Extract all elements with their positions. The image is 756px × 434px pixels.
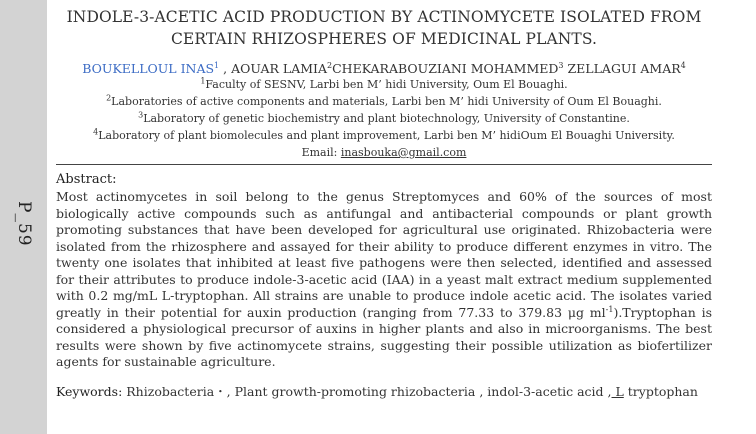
affiliation-1-mark: 1 (200, 76, 206, 86)
affiliation-1-text: Faculty of SESNV, Larbi ben M’ hidi University, Oum El Bouaghi. (205, 78, 568, 91)
abstract-text-part-2: ).Tryptophan is considered a physiological precursor of auxins in higher plants and also in microorganisms. The best results were shown by five actinomycete strains, suggesting their possible utilization as biofertilizer agents for sustainable agriculture. (56, 304, 713, 369)
abstract-text-part-1: Most actinomycetes in soil belong to the genus Streptomyces and 60% of the sources of most biologically active compounds such as antifungal and antibacterial compounds or plant growth promoting substances that have been developed for agricultural use originated. Rhizobacteria were isolated from the rhizosphere and assayed for their ability to produce different enzymes in vitro. The twenty one isolates that inhibited at least five pathogens were then selected, identified and assessed for their attributes to produce indole-3-acetic acid (IAA) in a yeast malt extract medium supplemented with 0.2 mg/mL L-tryptophan. All strains are unable to produce indole acetic acid. The isolates varied greatly in their potential for auxin production (ranging from 77.33 to 379.83 μg ml (56, 189, 712, 320)
keywords-line (56, 384, 716, 400)
affiliation-2 (56, 95, 712, 109)
keywords-label: Keywords: (56, 384, 123, 399)
email-line (56, 146, 712, 160)
paper-title: INDOLE-3-ACETIC ACID PRODUCTION BY ACTINOMYCETE ISOLATED FROM CERTAIN RHIZOSPHERES OF MEDICINAL PLANTS. (66, 8, 702, 48)
author-3-name: CHEKARABOUZIANI MOHAMMED (332, 61, 559, 76)
affiliation-4-mark: 4 (93, 127, 99, 137)
abstract-heading: Abstract: (56, 172, 117, 187)
poster-code-label: P_59 (14, 201, 34, 247)
affiliation-4-text: Laboratory of plant biomolecules and plant improvement, Larbi ben M’ hidiOum El Bouaghi University. (98, 129, 675, 142)
email-link[interactable]: inasbouka@gmail.com (340, 146, 467, 159)
affiliation-1 (56, 78, 712, 92)
affiliation-2-text: Laboratories of active components and materials, Larbi ben M’ hidi University of Oum El Bouaghi. (111, 95, 662, 108)
author-2-affil-mark: 2 (327, 60, 333, 70)
affiliation-3-mark: 3 (138, 110, 144, 120)
abstract-superscript: -1 (605, 304, 614, 314)
keywords-text-underlined: L (611, 384, 624, 399)
header-divider (56, 164, 712, 165)
author-4-name: ZELLAGUI AMAR (567, 61, 681, 76)
abstract-body (56, 189, 712, 371)
email-label: Email: (301, 146, 338, 159)
affiliation-4 (56, 129, 712, 143)
author-line (56, 60, 712, 77)
author-1-name: BOUKELLOUL INAS (82, 61, 215, 76)
author-2-name: , AOUAR LAMIA (223, 61, 328, 76)
affiliation-2-mark: 2 (106, 93, 112, 103)
affiliation-3 (56, 112, 712, 126)
author-1-affil-mark: 1 (214, 60, 220, 70)
author-3-affil-mark: 3 (558, 60, 564, 70)
affiliation-3-text: Laboratory of genetic biochemistry and plant biotechnology, University of Constantine. (143, 112, 630, 125)
author-4-affil-mark: 4 (680, 60, 686, 70)
keywords-text-part-1: Rhizobacteria・, Plant growth-promoting rhizobacteria , indol-3-acetic acid , (122, 384, 612, 399)
keywords-text-part-2: tryptophan (623, 384, 698, 399)
